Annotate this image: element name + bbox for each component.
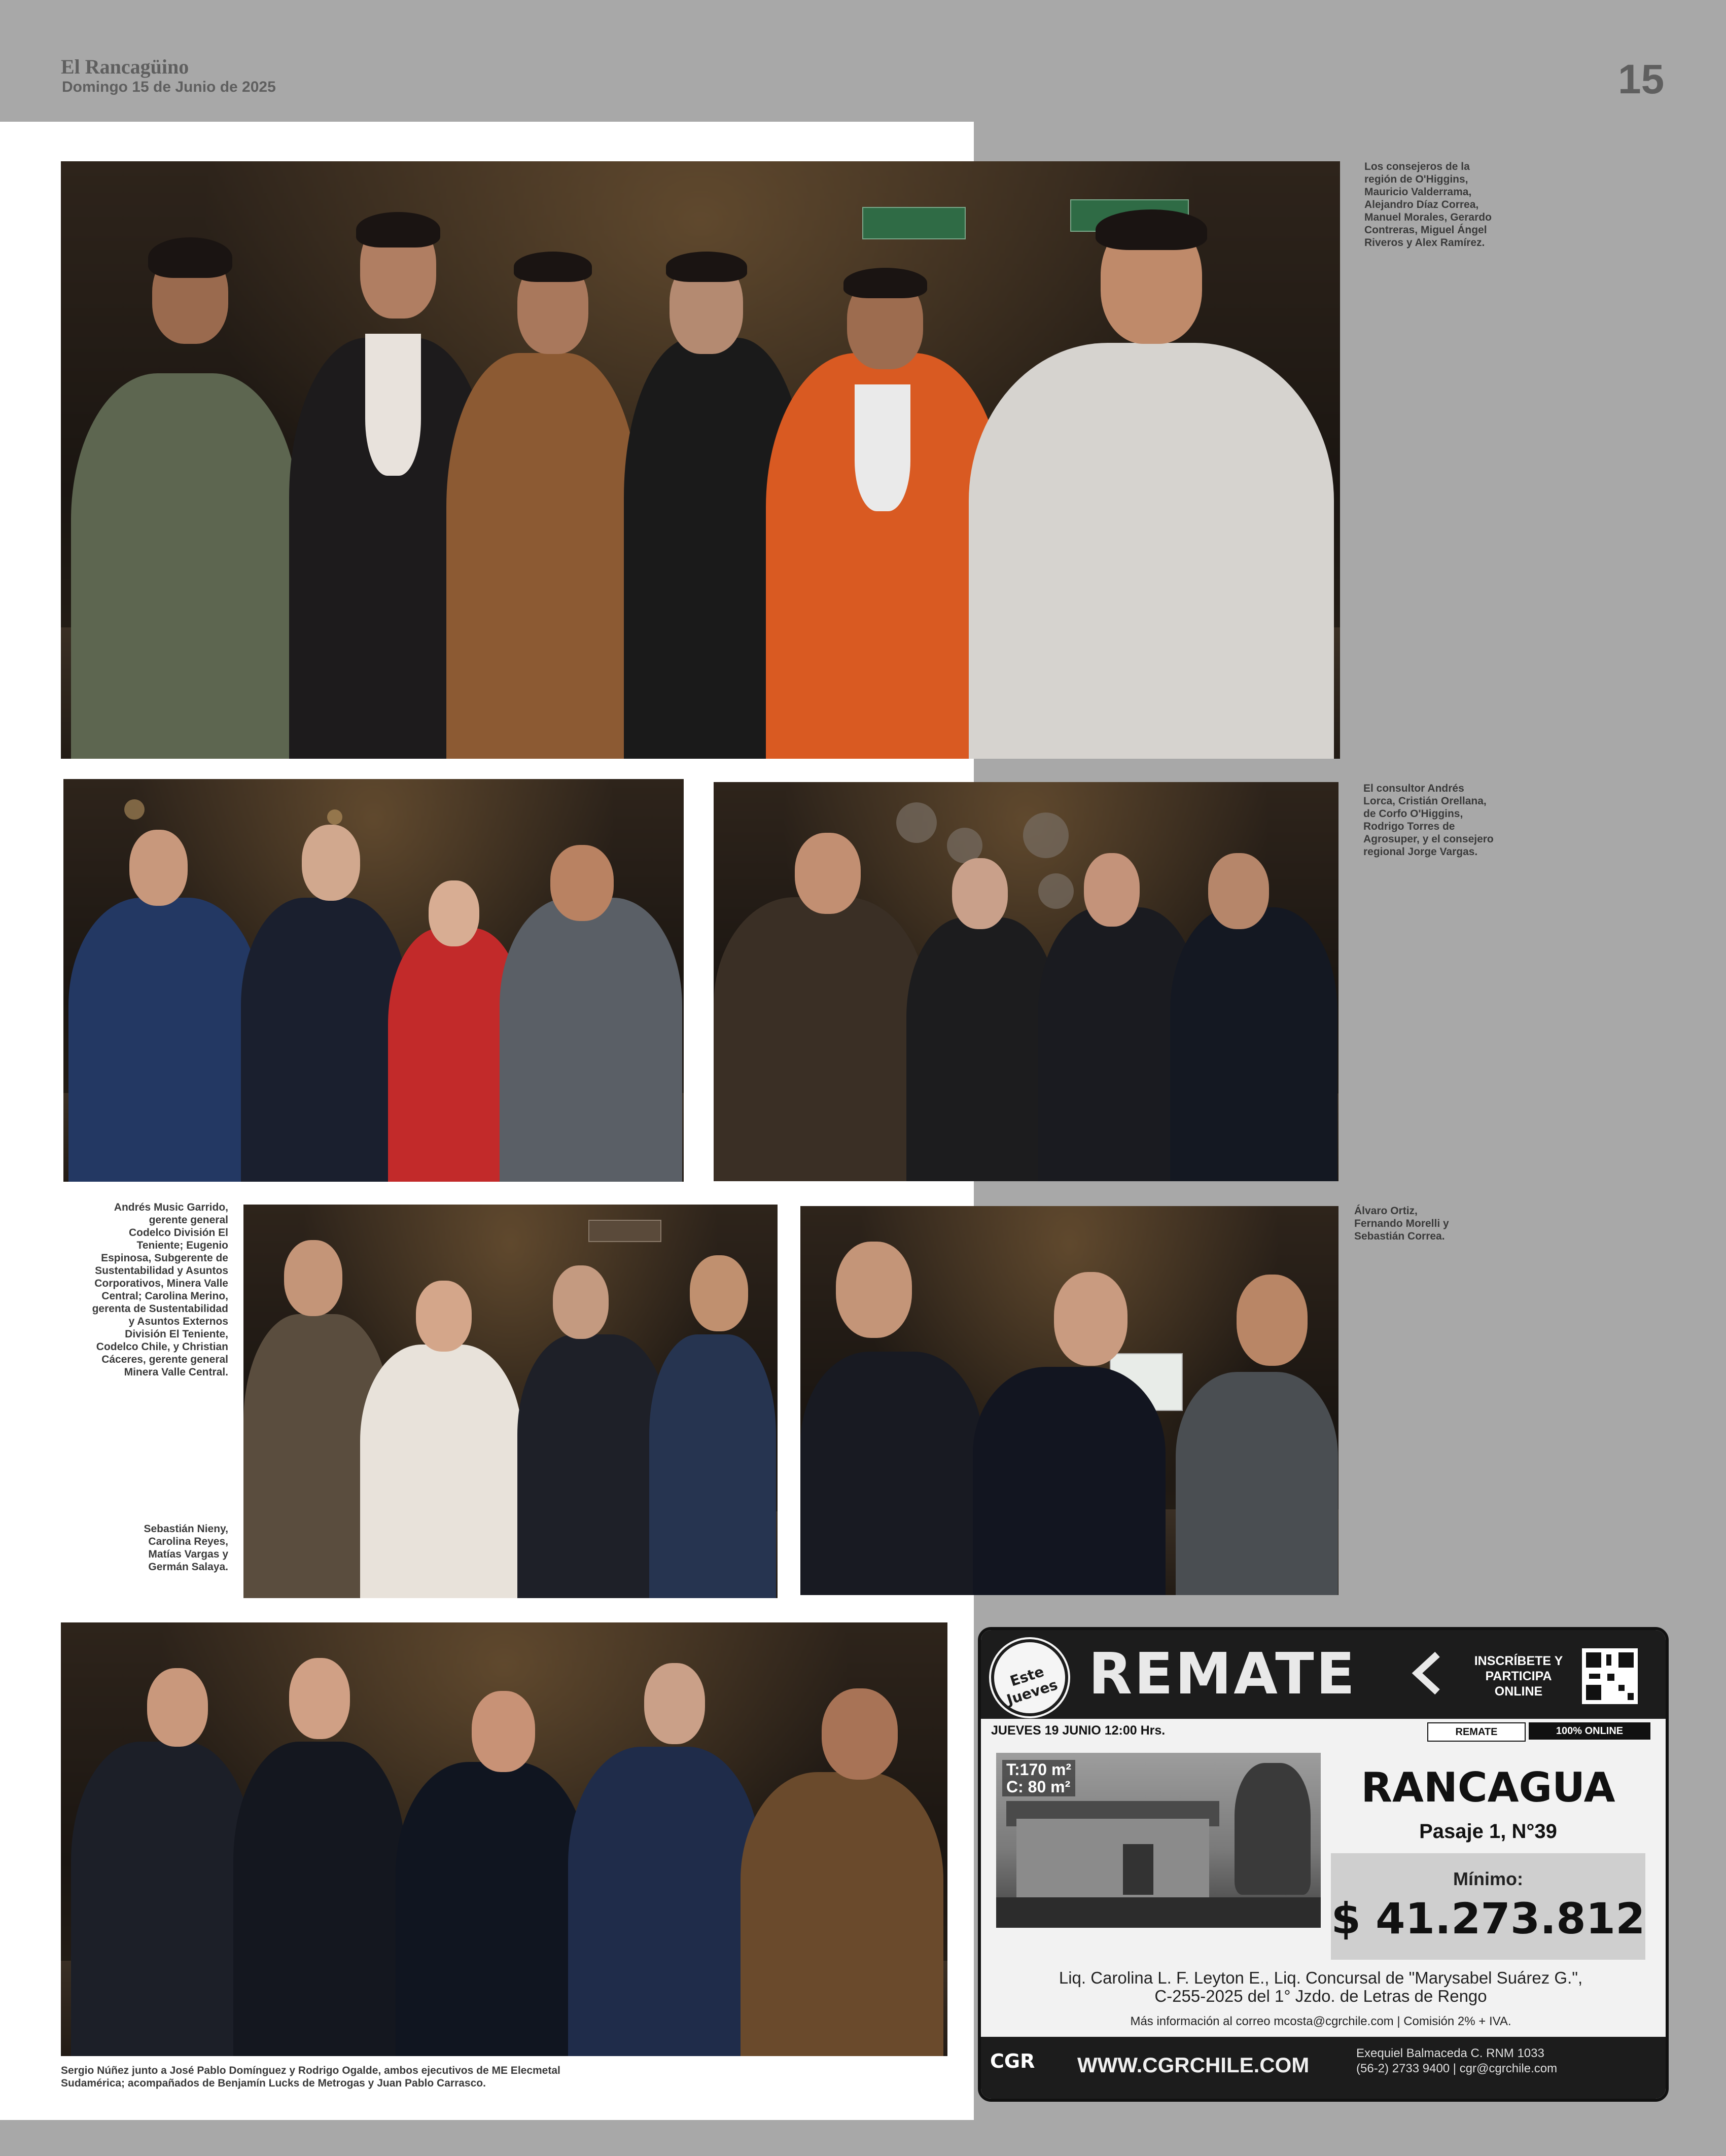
property-photo xyxy=(996,1753,1321,1928)
ad-seal-badge xyxy=(991,1639,1068,1716)
ad-contact-info: Exequiel Balmaceda C. RNM 1033 (56-2) 2733 9400 | cgr@cgrchile.com xyxy=(1356,2046,1558,2075)
photo-corfo xyxy=(714,782,1338,1181)
footer-band xyxy=(0,2120,1726,2156)
ad-auction-date: JUEVES 19 JUNIO 12:00 Hrs. xyxy=(991,1723,1166,1738)
caption-corfo: El consultor Andrés Lorca, Cristián Orellana, de Corfo O'Higgins, Rodrigo Torres de Agrosuper, y el consejero regional Jorge Vargas. xyxy=(1363,783,1494,858)
liquidation-text: Liq. Carolina L. F. Leyton E., Liq. Concursal de "Marysabel Suárez G.", C-255-2025 del 1° Jzdo. de Letras de Rengo xyxy=(1059,1968,1583,2005)
minimum-price: $ 41.273.812 xyxy=(1331,1894,1645,1943)
property-area: T:170 m² C: 80 m² xyxy=(1002,1760,1075,1796)
ad-seal-text: Este Jueves xyxy=(1004,1663,1060,1709)
issue-date: Domingo 15 de Junio de 2025 xyxy=(62,79,276,95)
ad-date-bar xyxy=(986,1720,1655,1743)
cgr-logo: CGR xyxy=(990,2050,1035,2072)
property-address: Pasaje 1, N°39 xyxy=(1419,1820,1557,1843)
ad-header xyxy=(981,1630,1666,1719)
property-city: RANCAGUA xyxy=(1361,1764,1615,1811)
price-box xyxy=(1331,1853,1645,1960)
more-info-text: Más información al correo mcosta@cgrchile.com | Comisión 2% + IVA. xyxy=(1130,2014,1511,2028)
caption-nieny: Sebastián Nieny, Carolina Reyes, Matías Vargas y Germán Salaya. xyxy=(144,1523,228,1573)
photo-elecmetal xyxy=(61,1622,947,2056)
photo-codelco xyxy=(63,779,684,1182)
ad-title: REMATE xyxy=(1088,1641,1357,1707)
chevron-left-icon xyxy=(1410,1650,1445,1696)
auction-advertisement[interactable] xyxy=(978,1627,1669,2102)
ad-remate-tag: REMATE xyxy=(1427,1722,1526,1742)
masthead: El Rancagüino xyxy=(61,55,189,78)
caption-elecmetal: Sergio Núñez junto a José Pablo Domínguez y Rodrigo Ogalde, ambos ejecutivos de ME Elecmetal Sudamérica; acompañados de Benjamín Lucks de Metrogas y Juan Pablo Carrasco. xyxy=(61,2065,560,2089)
photo-consejeros xyxy=(61,161,1340,759)
ad-online-text: INSCRÍBETE Y PARTICIPA ONLINE xyxy=(1474,1654,1563,1699)
photo-ortiz xyxy=(800,1206,1338,1595)
ad-online-tag: 100% ONLINE xyxy=(1529,1722,1650,1740)
caption-codelco: Andrés Music Garrido, gerente general Codelco División El Teniente; Eugenio Espinosa, Subgerente de Sustentabilidad y Asuntos Corporativos, Minera Valle Central; Carolina Merino, gerenta de Sustentabilidad y Asuntos Externos División El Teniente, Codelco Chile, y Christian Cáceres, gerente general Minera Valle Central. xyxy=(92,1201,228,1378)
ad-footer xyxy=(981,2037,1666,2099)
photo-nieny xyxy=(243,1205,778,1598)
page-number: 15 xyxy=(1618,56,1665,102)
caption-ortiz: Álvaro Ortiz, Fernando Morelli y Sebastián Correa. xyxy=(1354,1205,1449,1242)
caption-consejeros: Los consejeros de la región de O'Higgins, Mauricio Valderrama, Alejandro Díaz Correa, Manuel Morales, Gerardo Contreras, Miguel Ángel Riveros y Alex Ramírez. xyxy=(1364,161,1492,249)
qr-code-icon[interactable] xyxy=(1582,1648,1638,1704)
minimum-label: Mínimo: xyxy=(1453,1868,1523,1889)
ad-website-link[interactable]: WWW.CGRCHILE.COM xyxy=(1077,2053,1310,2077)
